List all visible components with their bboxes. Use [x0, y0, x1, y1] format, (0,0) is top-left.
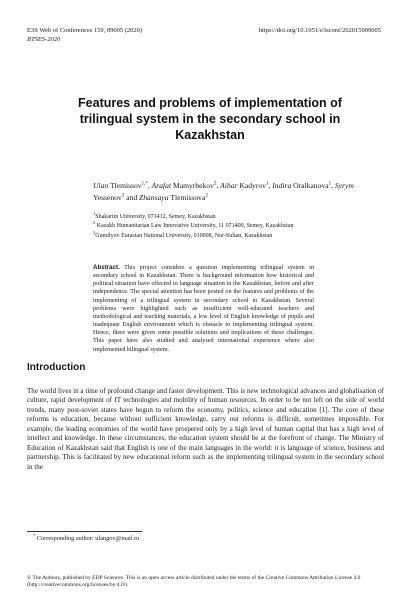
doi-link[interactable]: https://doi.org/10.1051/e3sconf/202015909005 — [258, 27, 381, 34]
author: Syrym Yessenov$^3$ and — [93, 181, 354, 202]
author: Arafat Mamyrbekov$^2$, — [151, 181, 221, 190]
author: Indira Oralkanova$^1$, — [272, 181, 335, 190]
abstract-label: Abstract. — [93, 264, 120, 271]
abstract — [93, 264, 314, 354]
body-text: The world lives in a time of profound change and faster development. This is new technological advances and globalisation of culture, rapid development of IT technologies and mobility of human resources. In order to be not left on the side of world trends, many post-soviet states have begun to reform the economy, politics, science and education [1]. The core of these reforms is education, because without sufficient knowledge, carry out reforms is difficult, sometimes impossible. For example, the leading economies of the world have prospered only by a high level of human capital that has a high level of intellect and knowledge. In these circumstances, the education system should be at the forefront of change. The Ministry of Education of Kazakhstan said that English is one of the main languages in the world: it is language of science, business and partnership. This is facilitated by new educational reform such as the implementing trilingual system in the secondary school in the — [27, 387, 384, 471]
journal-citation: E3S Web of Conferences 159, 09005 (2020) — [27, 27, 143, 34]
affiliation-line: $^3$Gumilyov Eurasian National University, 010008, Nur-Sultan, Kazakhstan — [93, 229, 273, 239]
affiliations — [93, 213, 378, 241]
section-heading: Introduction — [27, 362, 86, 373]
author: Zhansaya Tlemissova$^2$ — [139, 193, 208, 202]
footnote — [33, 532, 140, 542]
license-notice: © The Authors, published by EDP Sciences. This is an open access article distributed under the terms of the Creative Commons Attribution License 4.0 (http://creativecommons.org/licenses/by/4.0/). — [27, 575, 361, 589]
author: Ulan Tlemissov$^{1,*}$, — [93, 181, 152, 190]
author: Aibar Kadyrov$^1$, — [220, 181, 273, 190]
footnote-mark: * — [33, 532, 36, 538]
author-list — [93, 180, 368, 204]
affiliation-line: $^2$ Kazakh Humanitarian Law Innovative University, 11 071400, Semey, Kazakhstan — [93, 220, 294, 230]
footnote-text: Corresponding author: ulangov@mail.ru — [35, 535, 140, 542]
affiliation-line: $^1$Shakarim University, 071412, Semey, Kazakhstan — [93, 211, 216, 220]
footnote-divider — [27, 531, 142, 532]
abstract-text: This project considers a question implementing trilingual system in secondary school in Kazakhstan. There is background information how historical and political situation have effected to language situation in the Kazakhstan, before and after independence. The special attention has been posted on the features and problems of the implementing of a trilingual system in secondary school in Kazakhstan. Several problems were highlighted such as insufficient well-educated teachers and methodological and teaching materials, a low level of English knowledge of pupils and inadequate English environment which is obstacle to implementing trilingual system. Hence, there were given some possible solutions and implications of these challenges. This paper have also studied and analysed international experience where also implemented bilingual system. — [93, 264, 314, 353]
conference-name: BTSES-2020 — [27, 36, 61, 43]
paper-title: Features and problems of implementation of trilingual system in the secondary school in Kazakhstan — [78, 96, 342, 142]
